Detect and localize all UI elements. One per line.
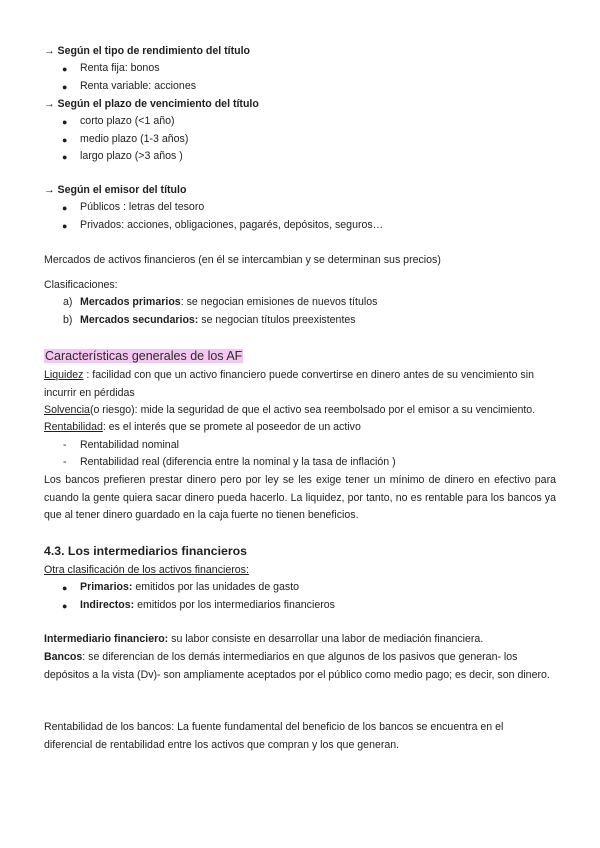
list-item: Privados: acciones, obligaciones, pagarés, depósitos, seguros… xyxy=(80,219,384,231)
list-item xyxy=(80,294,377,312)
bullet-icon: ● xyxy=(62,583,68,593)
list-letter: a) xyxy=(63,296,73,308)
definition: : es el interés que se promete al poseedor de un activo xyxy=(102,421,361,433)
list-item: corto plazo (<1 año) xyxy=(80,115,175,127)
heading-plazo: → Según el plazo de vencimiento del título xyxy=(44,98,259,110)
rentabilidad-bancos-paragraph: Rentabilidad de los bancos: La fuente fundamental del beneficio de los bancos se encuentra en el diferencial de rentabilidad entre los activos que compran y los que generan. xyxy=(44,721,504,751)
list-item: largo plazo (>3 años ) xyxy=(80,150,183,162)
definition: : se diferencian de los demás intermediarios en que algunos de los pasivos que generan- los depósitos a la vista (Dv)- son ampliamente aceptados por el público como medio pago; es decir, son dinero. xyxy=(44,651,550,681)
solvencia-paragraph xyxy=(44,402,559,420)
bullet-icon: ● xyxy=(62,152,68,162)
list-item: medio plazo (1-3 años) xyxy=(80,133,189,145)
term: Liquidez xyxy=(44,369,84,381)
list-item: Renta variable: acciones xyxy=(80,80,197,92)
bullet-icon: ● xyxy=(62,117,68,127)
dash-icon: - xyxy=(63,456,67,468)
liquidez-paragraph xyxy=(44,367,559,402)
clasificaciones-label: Clasificaciones: xyxy=(44,279,118,291)
term: Rentabilidad xyxy=(44,421,103,433)
list-letter: b) xyxy=(63,314,73,326)
list-item: Públicos : letras del tesoro xyxy=(80,201,205,213)
list-item: Renta fija: bonos xyxy=(80,62,160,74)
definition: emitidos por las unidades de gasto xyxy=(132,581,300,593)
list-item: Rentabilidad real (diferencia entre la nominal y la tasa de inflación ) xyxy=(80,456,396,468)
highlighted-title: Características generales de los AF xyxy=(45,349,243,363)
list-item: Rentabilidad nominal xyxy=(80,439,179,451)
list-item xyxy=(80,579,299,597)
term: Bancos xyxy=(44,651,83,663)
term: Intermediario financiero: xyxy=(44,633,169,645)
definition: se negocian títulos preexistentes xyxy=(198,314,356,326)
term: Solvencia xyxy=(44,404,90,416)
intermediario-paragraph xyxy=(44,631,559,649)
otra-clasificacion: Otra clasificación de los activos financieros: xyxy=(44,564,249,576)
heading-rendimiento: → Según el tipo de rendimiento del título xyxy=(44,45,250,57)
bullet-icon: ● xyxy=(62,82,68,92)
bullet-icon: ● xyxy=(62,135,68,145)
bullet-icon: ● xyxy=(62,203,68,213)
list-item xyxy=(80,597,335,615)
mercados-intro: Mercados de activos financieros (en él se intercambian y se determinan sus precios) xyxy=(44,254,441,266)
term: Mercados primarios xyxy=(80,296,181,308)
list-item xyxy=(80,312,356,330)
section-heading: 4.3. Los intermediarios financieros xyxy=(44,544,247,558)
term: Primarios: xyxy=(80,581,133,593)
bullet-icon: ● xyxy=(62,64,68,74)
definition: : facilidad con que un activo financiero puede convertirse en dinero antes de su vencimiento sin incurrir en pérdidas xyxy=(44,369,534,399)
definition: : se negocian emisiones de nuevos títulos xyxy=(180,296,378,308)
bancos-paragraph xyxy=(44,649,554,684)
definition: emitidos por los intermediarios financieros xyxy=(134,599,335,611)
rentabilidad-paragraph xyxy=(44,419,559,437)
bullet-icon: ● xyxy=(62,601,68,611)
bancos-liquidez-paragraph: Los bancos prefieren prestar dinero pero por ley se les exige tener un mínimo de dinero en efectivo para cuando la gente quiera sacar dinero pueda hacerlo. La liquidez, por tanto, no es rentable para los bancos ya que al tener dinero guardado en la caja fuerte no tienen beneficios. xyxy=(44,474,556,521)
definition: (o riesgo): mide la seguridad de que el activo sea reembolsado por el emisor a su vencimiento. xyxy=(89,404,536,416)
bullet-icon: ● xyxy=(62,221,68,231)
term: Mercados secundarios: xyxy=(80,314,199,326)
definition: su labor consiste en desarrollar una labor de mediación financiera. xyxy=(168,633,484,645)
term: Indirectos: xyxy=(80,599,135,611)
dash-icon: - xyxy=(63,439,67,451)
heading-emisor: → Según el emisor del título xyxy=(44,184,187,196)
section-title xyxy=(44,348,559,367)
